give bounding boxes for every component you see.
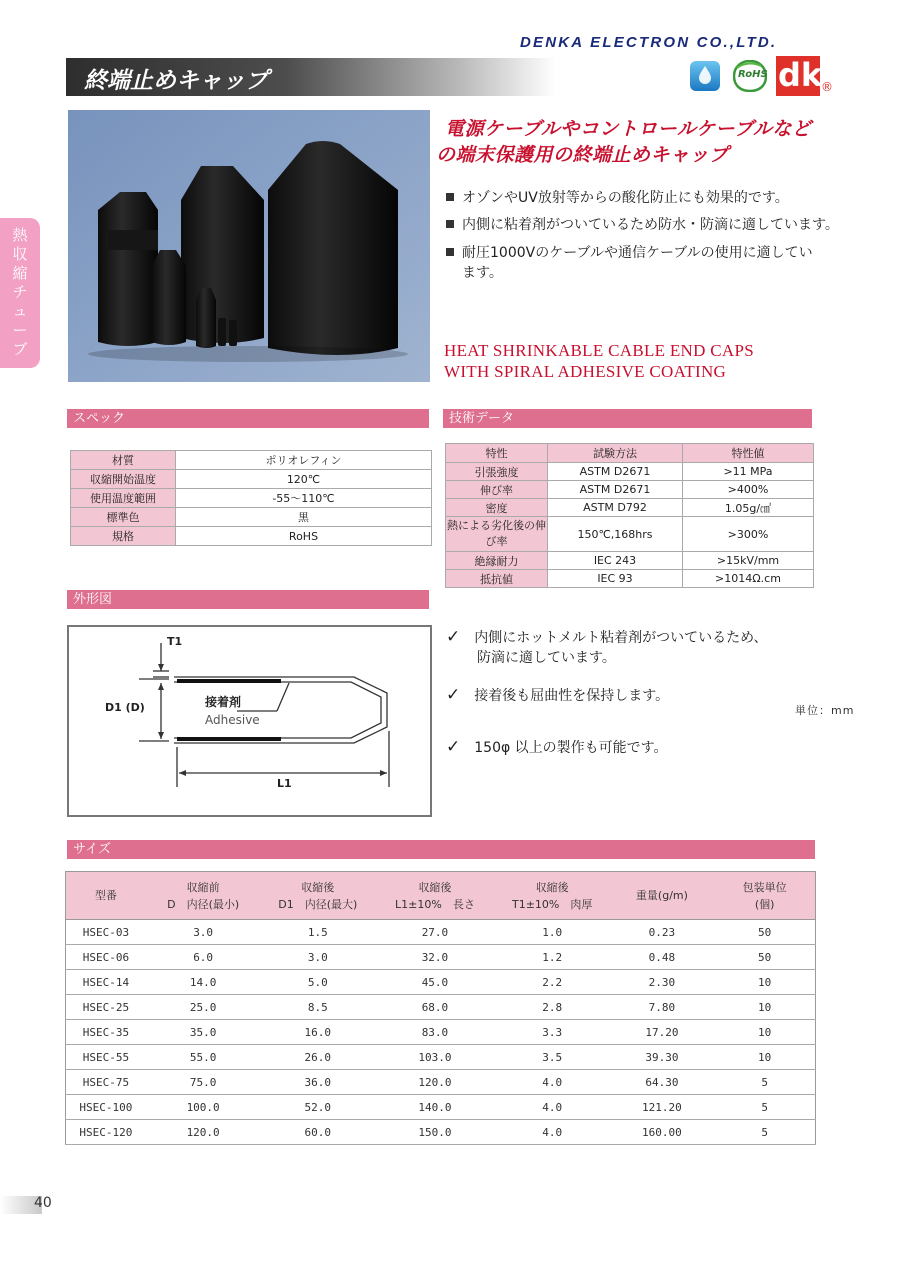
- size-value-cell: 140.0: [375, 1095, 495, 1120]
- headline-line-2: の端末保護用の終端止めキャップ: [436, 144, 729, 166]
- square-bullet-icon: [446, 193, 454, 201]
- size-value-cell: 5: [714, 1070, 815, 1095]
- size-header-cell: [260, 872, 375, 920]
- size-header-line: 重量(g/m): [635, 889, 688, 902]
- size-model-cell: HSEC-75: [66, 1070, 146, 1095]
- square-bullet-icon: [446, 220, 454, 228]
- size-table: [65, 871, 816, 1145]
- size-value-cell: 68.0: [375, 995, 495, 1020]
- size-header-cell: [610, 872, 715, 920]
- side-tab-char: 収: [12, 245, 28, 263]
- size-value-cell: 5.0: [260, 970, 375, 995]
- tech-value: >300%: [683, 517, 814, 552]
- size-value-cell: 0.23: [610, 920, 715, 945]
- tech-data-table: [445, 443, 814, 588]
- tech-row: [446, 552, 814, 570]
- size-value-cell: 39.30: [610, 1045, 715, 1070]
- size-model-cell: HSEC-06: [66, 945, 146, 970]
- feature-bullet-text: オゾンやUV放射等からの酸化防止にも効果的です。: [462, 190, 789, 206]
- size-header-line: 包装単位: [742, 880, 787, 894]
- size-value-cell: 75.0: [146, 1070, 261, 1095]
- size-value-cell: 10: [714, 995, 815, 1020]
- size-value-cell: 1.2: [495, 945, 610, 970]
- size-value-cell: 3.3: [495, 1020, 610, 1045]
- feature-bullet-text-continued: ます。: [462, 265, 503, 281]
- feature-bullet: [446, 188, 789, 208]
- size-value-cell: 4.0: [495, 1120, 610, 1145]
- size-model-cell: HSEC-120: [66, 1120, 146, 1145]
- check-icon: ✓: [446, 737, 461, 757]
- tech-row: [446, 481, 814, 499]
- check-item: [446, 685, 669, 706]
- size-value-cell: 55.0: [146, 1045, 261, 1070]
- tech-value: >15kV/mm: [683, 552, 814, 570]
- spec-row: [71, 470, 432, 489]
- spec-row: [71, 508, 432, 527]
- spec-key: 標準色: [71, 508, 176, 527]
- tech-property: 絶縁耐力: [446, 552, 548, 570]
- size-value-cell: 2.2: [495, 970, 610, 995]
- size-value-cell: 150.0: [375, 1120, 495, 1145]
- size-row: [66, 1045, 816, 1070]
- feature-bullet-text: 耐圧1000Vのケーブルや通信ケーブルの使用に適してい: [462, 245, 813, 261]
- size-value-cell: 3.5: [495, 1045, 610, 1070]
- rohs-logo-text: RoHS: [738, 69, 768, 80]
- size-value-cell: 5: [714, 1120, 815, 1145]
- tech-value: >400%: [683, 481, 814, 499]
- tech-method: ASTM D2671: [548, 463, 683, 481]
- size-value-cell: 2.8: [495, 995, 610, 1020]
- size-header-cell: [495, 872, 610, 920]
- size-model-cell: HSEC-55: [66, 1045, 146, 1070]
- tech-property: 密度: [446, 499, 548, 517]
- size-value-cell: 8.5: [260, 995, 375, 1020]
- waterproof-logo-icon: [690, 61, 720, 91]
- spec-value: -55～110℃: [176, 489, 432, 508]
- size-row: [66, 1070, 816, 1095]
- size-value-cell: 0.48: [610, 945, 715, 970]
- side-tab-char: 熱: [12, 226, 28, 244]
- tech-method: 150℃,168hrs: [548, 517, 683, 552]
- check-item-text-continued: 防滴に適しています。: [477, 650, 616, 666]
- l1-label: L1: [277, 777, 292, 790]
- check-item: [446, 627, 768, 648]
- page-number: 40: [34, 1195, 52, 1211]
- square-bullet-icon: [446, 248, 454, 256]
- size-value-cell: 60.0: [260, 1120, 375, 1145]
- size-value-cell: 52.0: [260, 1095, 375, 1120]
- side-tab-label: [8, 226, 32, 359]
- size-value-cell: 6.0: [146, 945, 261, 970]
- size-header-line: 収縮後: [535, 880, 569, 894]
- size-value-cell: 45.0: [375, 970, 495, 995]
- english-title-line-1: HEAT SHRINKABLE CABLE END CAPS: [444, 341, 754, 360]
- size-header-line: 収縮前: [186, 880, 220, 894]
- size-header-line: 収縮後: [418, 880, 452, 894]
- size-row: [66, 1095, 816, 1120]
- size-model-cell: HSEC-14: [66, 970, 146, 995]
- side-tab-char: チ: [12, 283, 28, 301]
- size-row: [66, 1120, 816, 1145]
- size-model-cell: HSEC-25: [66, 995, 146, 1020]
- spec-row: [71, 489, 432, 508]
- check-icon: ✓: [446, 685, 461, 705]
- size-value-cell: 1.0: [495, 920, 610, 945]
- tech-header-cell: 試験方法: [548, 444, 683, 463]
- size-header-line: D1 内径(最大): [278, 897, 358, 911]
- size-value-cell: 14.0: [146, 970, 261, 995]
- rohs-logo: [733, 60, 767, 92]
- d1-label: D1 (D): [105, 701, 145, 714]
- tech-row: [446, 463, 814, 481]
- size-header-line: 収縮後: [301, 880, 335, 894]
- tech-header-cell: 特性: [446, 444, 548, 463]
- company-name: DENKA ELECTRON CO.,LTD.: [520, 34, 778, 51]
- adhesive-label-jp: 接着剤: [205, 695, 242, 709]
- spec-value: 黒: [176, 508, 432, 527]
- size-value-cell: 1.5: [260, 920, 375, 945]
- registered-mark: ®: [821, 80, 833, 94]
- size-row: [66, 920, 816, 945]
- tech-property: 熱による劣化後の伸び率: [446, 517, 548, 552]
- size-row: [66, 970, 816, 995]
- size-value-cell: 3.0: [146, 920, 261, 945]
- size-value-cell: 7.80: [610, 995, 715, 1020]
- tech-value: >11 MPa: [683, 463, 814, 481]
- size-value-cell: 5: [714, 1095, 815, 1120]
- size-value-cell: 10: [714, 1020, 815, 1045]
- tech-method: IEC 93: [548, 570, 683, 588]
- tech-section-header: 技術データ: [443, 409, 812, 428]
- spec-key: 収縮開始温度: [71, 470, 176, 489]
- size-value-cell: 26.0: [260, 1045, 375, 1070]
- size-value-cell: 121.20: [610, 1095, 715, 1120]
- size-row: [66, 1020, 816, 1045]
- feature-bullet: [446, 243, 836, 283]
- size-value-cell: 25.0: [146, 995, 261, 1020]
- size-value-cell: 32.0: [375, 945, 495, 970]
- size-value-cell: 10: [714, 970, 815, 995]
- spec-value: RoHS: [176, 527, 432, 546]
- tech-value: 1.05g/㎤: [683, 499, 814, 517]
- tech-property: 伸び率: [446, 481, 548, 499]
- size-header-cell: [714, 872, 815, 920]
- outline-diagram: [67, 625, 432, 817]
- size-row: [66, 945, 816, 970]
- size-value-cell: 160.00: [610, 1120, 715, 1145]
- tech-property: 引張強度: [446, 463, 548, 481]
- size-value-cell: 50: [714, 920, 815, 945]
- size-value-cell: 120.0: [146, 1120, 261, 1145]
- check-item-text: 接着後も屈曲性を保持します。: [474, 688, 670, 704]
- size-header-line: D 内径(最小): [167, 897, 240, 911]
- side-tab-char: ュ: [12, 302, 28, 320]
- spec-key: 使用温度範囲: [71, 489, 176, 508]
- spec-key: 規格: [71, 527, 176, 546]
- size-value-cell: 10: [714, 1045, 815, 1070]
- size-value-cell: 27.0: [375, 920, 495, 945]
- size-header-line: T1±10% 肉厚: [511, 897, 593, 911]
- size-header-cell: [66, 872, 146, 920]
- check-item-text: 150φ 以上の製作も可能です。: [474, 740, 668, 756]
- spec-section-header: スペック: [67, 409, 429, 428]
- tech-header-cell: 特性値: [683, 444, 814, 463]
- spec-row: [71, 527, 432, 546]
- adhesive-label-en: Adhesive: [205, 713, 260, 727]
- size-value-cell: 17.20: [610, 1020, 715, 1045]
- size-value-cell: 2.30: [610, 970, 715, 995]
- size-section-header: サイズ: [67, 840, 815, 859]
- english-title-line-2: WITH SPIRAL ADHESIVE COATING: [444, 362, 727, 381]
- size-value-cell: 64.30: [610, 1070, 715, 1095]
- size-header-line: (個): [754, 897, 775, 911]
- feature-bullet: [446, 215, 839, 235]
- spec-row: [71, 451, 432, 470]
- tech-property: 抵抗値: [446, 570, 548, 588]
- tech-row: [446, 570, 814, 588]
- dk-logo: [776, 56, 834, 96]
- size-value-cell: 83.0: [375, 1020, 495, 1045]
- size-model-cell: HSEC-35: [66, 1020, 146, 1045]
- spec-value: 120℃: [176, 470, 432, 489]
- size-header-line: 型番: [94, 889, 117, 902]
- unit-label: 単位：mm: [795, 704, 855, 717]
- spec-table: [70, 450, 432, 546]
- page-title: 終端止めキャップ: [84, 68, 268, 94]
- side-tab-char: ブ: [12, 340, 28, 358]
- check-item: [446, 737, 668, 758]
- tech-method: ASTM D2671: [548, 481, 683, 499]
- dk-logo-text: dk: [778, 56, 823, 94]
- spec-key: 材質: [71, 451, 176, 470]
- size-header-line: L1±10% 長さ: [395, 897, 475, 911]
- side-tab-char: 縮: [12, 264, 28, 282]
- tech-row: [446, 499, 814, 517]
- size-row: [66, 995, 816, 1020]
- size-value-cell: 36.0: [260, 1070, 375, 1095]
- headline-line-1: 電源ケーブルやコントロールケーブルなど: [445, 118, 812, 140]
- size-header-cell: [146, 872, 261, 920]
- size-value-cell: 35.0: [146, 1020, 261, 1045]
- tech-method: IEC 243: [548, 552, 683, 570]
- outline-section-header: 外形図: [67, 590, 429, 609]
- size-header-cell: [375, 872, 495, 920]
- tech-value: >1014Ω.cm: [683, 570, 814, 588]
- t1-label: T1: [167, 635, 183, 648]
- check-icon: ✓: [446, 627, 461, 647]
- size-value-cell: 4.0: [495, 1070, 610, 1095]
- size-value-cell: 103.0: [375, 1045, 495, 1070]
- size-value-cell: 4.0: [495, 1095, 610, 1120]
- size-value-cell: 120.0: [375, 1070, 495, 1095]
- size-value-cell: 3.0: [260, 945, 375, 970]
- product-photo: [68, 110, 430, 382]
- spec-value: ポリオレフィン: [176, 451, 432, 470]
- check-item-text: 内側にホットメルト粘着剤がついているため、: [474, 630, 768, 646]
- tech-row: [446, 517, 814, 552]
- size-model-cell: HSEC-03: [66, 920, 146, 945]
- tech-method: ASTM D792: [548, 499, 683, 517]
- feature-bullet-text: 内側に粘着剤がついているため防水・防滴に適しています。: [462, 217, 839, 233]
- size-model-cell: HSEC-100: [66, 1095, 146, 1120]
- side-tab-char: ー: [12, 321, 28, 339]
- size-value-cell: 100.0: [146, 1095, 261, 1120]
- size-value-cell: 50: [714, 945, 815, 970]
- size-value-cell: 16.0: [260, 1020, 375, 1045]
